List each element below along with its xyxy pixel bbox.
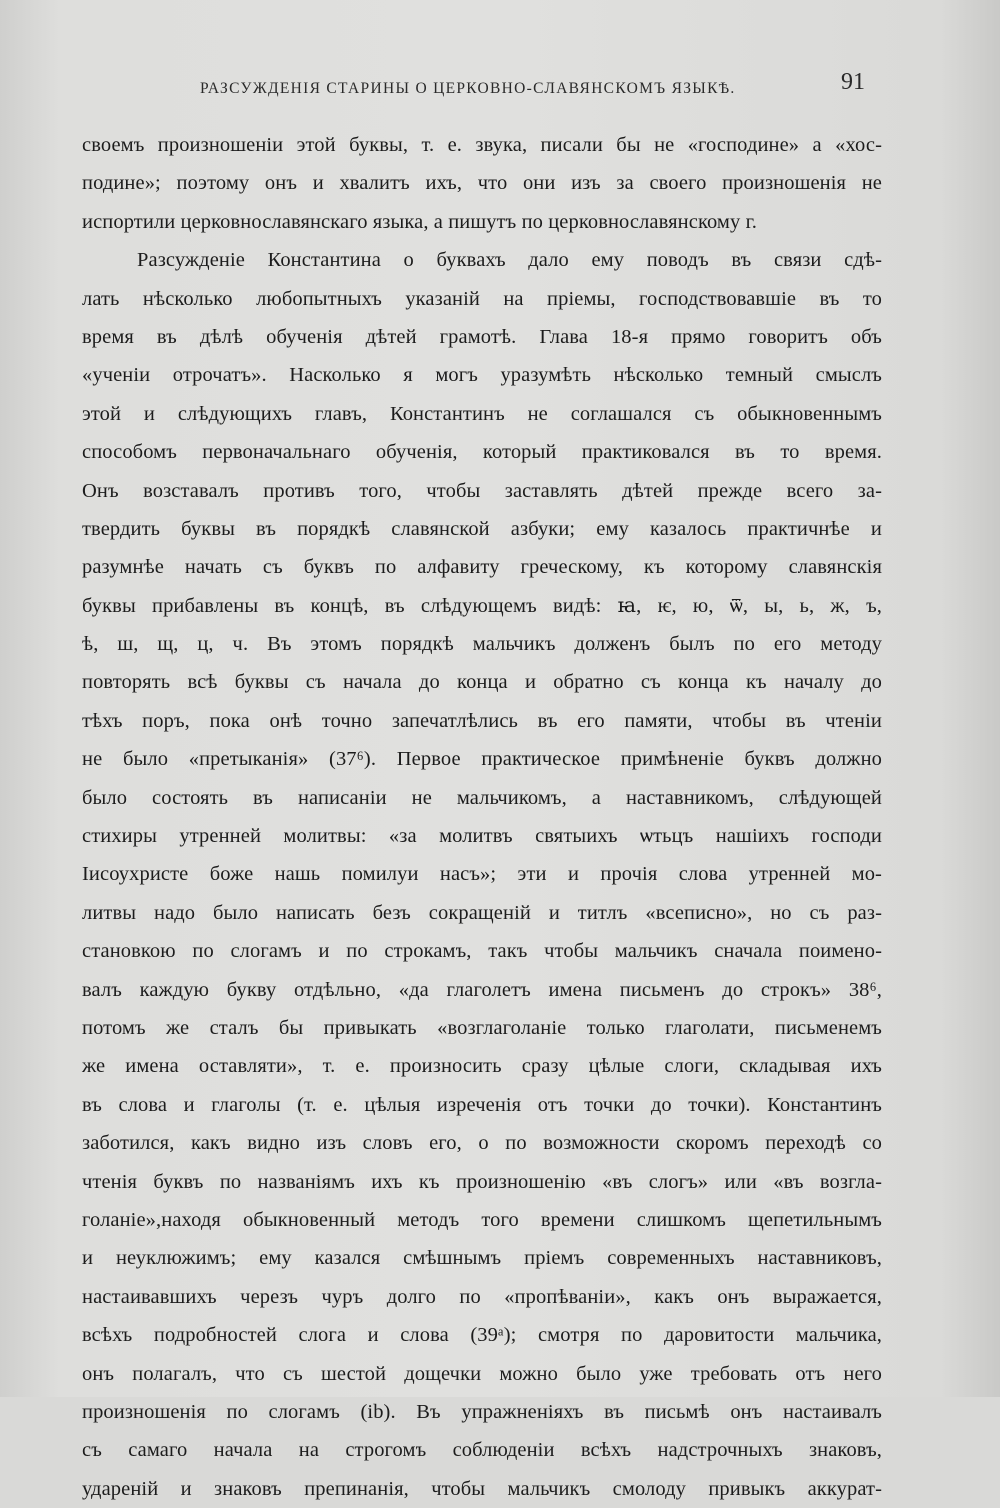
- page-number: 91: [841, 69, 865, 95]
- page-header: [0, 66, 1000, 106]
- text-line: стихиры утренней молитвы: «за молитвъ святыихъ ѡтьцъ нашіихъ господи: [82, 825, 882, 848]
- text-line: становкою по слогамъ и по строкамъ, такъ чтобы мальчикъ сначала поимено-: [82, 940, 882, 963]
- text-line: съ самаго начала на строгомъ соблюденіи всѣхъ надстрочныхъ знаковъ,: [82, 1439, 882, 1462]
- text-line: литвы надо было написать безъ сокращеній и титлъ «всеписно», но съ раз-: [82, 901, 882, 924]
- text-line: лать нѣсколько любопытныхъ указаній на пріемы, господствовавшіе въ то: [82, 287, 882, 310]
- text-line: было состоять въ написаніи не мальчикомъ, а наставникомъ, слѣдующей: [82, 786, 882, 809]
- text-line: твердить буквы въ порядкѣ славянской азбуки; ему казалось практичнѣе и: [82, 517, 882, 540]
- running-head: РАЗСУЖДЕНІЯ СТАРИНЫ О ЦЕРКОВНО-СЛАВЯНСКОМЪ ЯЗЫКѢ.: [200, 80, 736, 97]
- text-line: разумнѣе начать съ буквъ по алфавиту греческому, къ которому славянскія: [82, 556, 882, 579]
- text-line: испортили церковнославянскаго языка, а пишутъ по церковнославянскому г.: [82, 210, 757, 233]
- text-line: всѣхъ подробностей слога и слова (39ᵃ); смотря по даровитости мальчика,: [82, 1324, 882, 1347]
- text-line: и неуклюжимъ; ему казался смѣшнымъ пріемъ современныхъ наставниковъ,: [82, 1247, 882, 1270]
- text-line: настаивавшихъ черезъ чуръ долго по «пропѣваніи», какъ онъ выражается,: [82, 1285, 882, 1308]
- text-line: буквы прибавлены въ концѣ, въ слѣдующемъ видѣ: ꙗ, ѥ, ю, ѿ, ы, ь, ж, ъ,: [82, 594, 882, 617]
- text-line: подине»; поэтому онъ и хвалитъ ихъ, что они изъ за своего произношенія не: [82, 172, 882, 195]
- text-line: повторять всѣ буквы съ начала до конца и обратно съ конца къ началу до: [82, 671, 882, 694]
- text-line: ѣ, ш, щ, ц, ч. Въ этомъ порядкѣ мальчикъ долженъ былъ по его методу: [82, 633, 882, 656]
- text-line: Іисоухристе боже нашь помилуи насъ»; эти и прочія слова утренней мо-: [82, 863, 882, 886]
- text-line: голаніе»,находя обыкновенный методъ того времени слишкомъ щепетильнымъ: [82, 1208, 882, 1231]
- text-line: «ученіи отрочатъ». Насколько я могъ уразумѣть нѣсколько темный смыслъ: [82, 364, 882, 387]
- text-line: онъ полагалъ, что съ шестой дощечки можно было уже требовать отъ него: [82, 1362, 882, 1385]
- text-line: тѣхъ поръ, пока онѣ точно запечатлѣлись въ его памяти, чтобы въ чтеніи: [82, 709, 882, 732]
- text-line: потомъ же сталъ бы привыкать «возглаголаніе только глаголати, письменемъ: [82, 1016, 882, 1039]
- text-line: въ слова и глаголы (т. е. цѣлыя изреченія отъ точки до точки). Константинъ: [82, 1093, 882, 1116]
- body-text: [82, 126, 882, 1508]
- text-line: этой и слѣдующихъ главъ, Константинъ не соглашался съ обыкновеннымъ: [82, 402, 882, 425]
- text-line: же имена оставляти», т. е. произносить сразу цѣлые слоги, складывая ихъ: [82, 1055, 882, 1078]
- text-line: удареній и знаковъ препинанія, чтобы мальчикъ смолоду привыкъ аккурат-: [82, 1477, 882, 1500]
- text-line: не было «претыканія» (37⁶). Первое практическое примѣненіе буквъ должно: [82, 748, 882, 771]
- text-line: время въ дѣлѣ обученія дѣтей грамотѣ. Глава 18-я прямо говоритъ объ: [82, 325, 882, 348]
- text-line: валъ каждую букву отдѣльно, «да глаголетъ имена письменъ до строкъ» 38⁶,: [82, 978, 882, 1001]
- text-line: способомъ первоначальнаго обученія, который практиковался въ то время.: [82, 441, 882, 464]
- text-line: произношенія по слогамъ (ib). Въ упражненіяхъ въ письмѣ онъ настаивалъ: [82, 1400, 882, 1423]
- text-line: своемъ произношеніи этой буквы, т. е. звука, писали бы не «господине» а «хос-: [82, 134, 882, 156]
- text-line: заботился, какъ видно изъ словъ его, о по возможности скоромъ переходѣ со: [82, 1132, 882, 1155]
- text-line: чтенія буквъ по названіямъ ихъ къ произношенію «въ слогъ» или «въ возгла-: [82, 1170, 882, 1193]
- text-line: Разсужденіе Константина о буквахъ дало ему поводъ въ связи сдѣ-: [137, 249, 882, 272]
- text-line: Онъ возставалъ противъ того, чтобы заставлять дѣтей прежде всего за-: [82, 479, 882, 502]
